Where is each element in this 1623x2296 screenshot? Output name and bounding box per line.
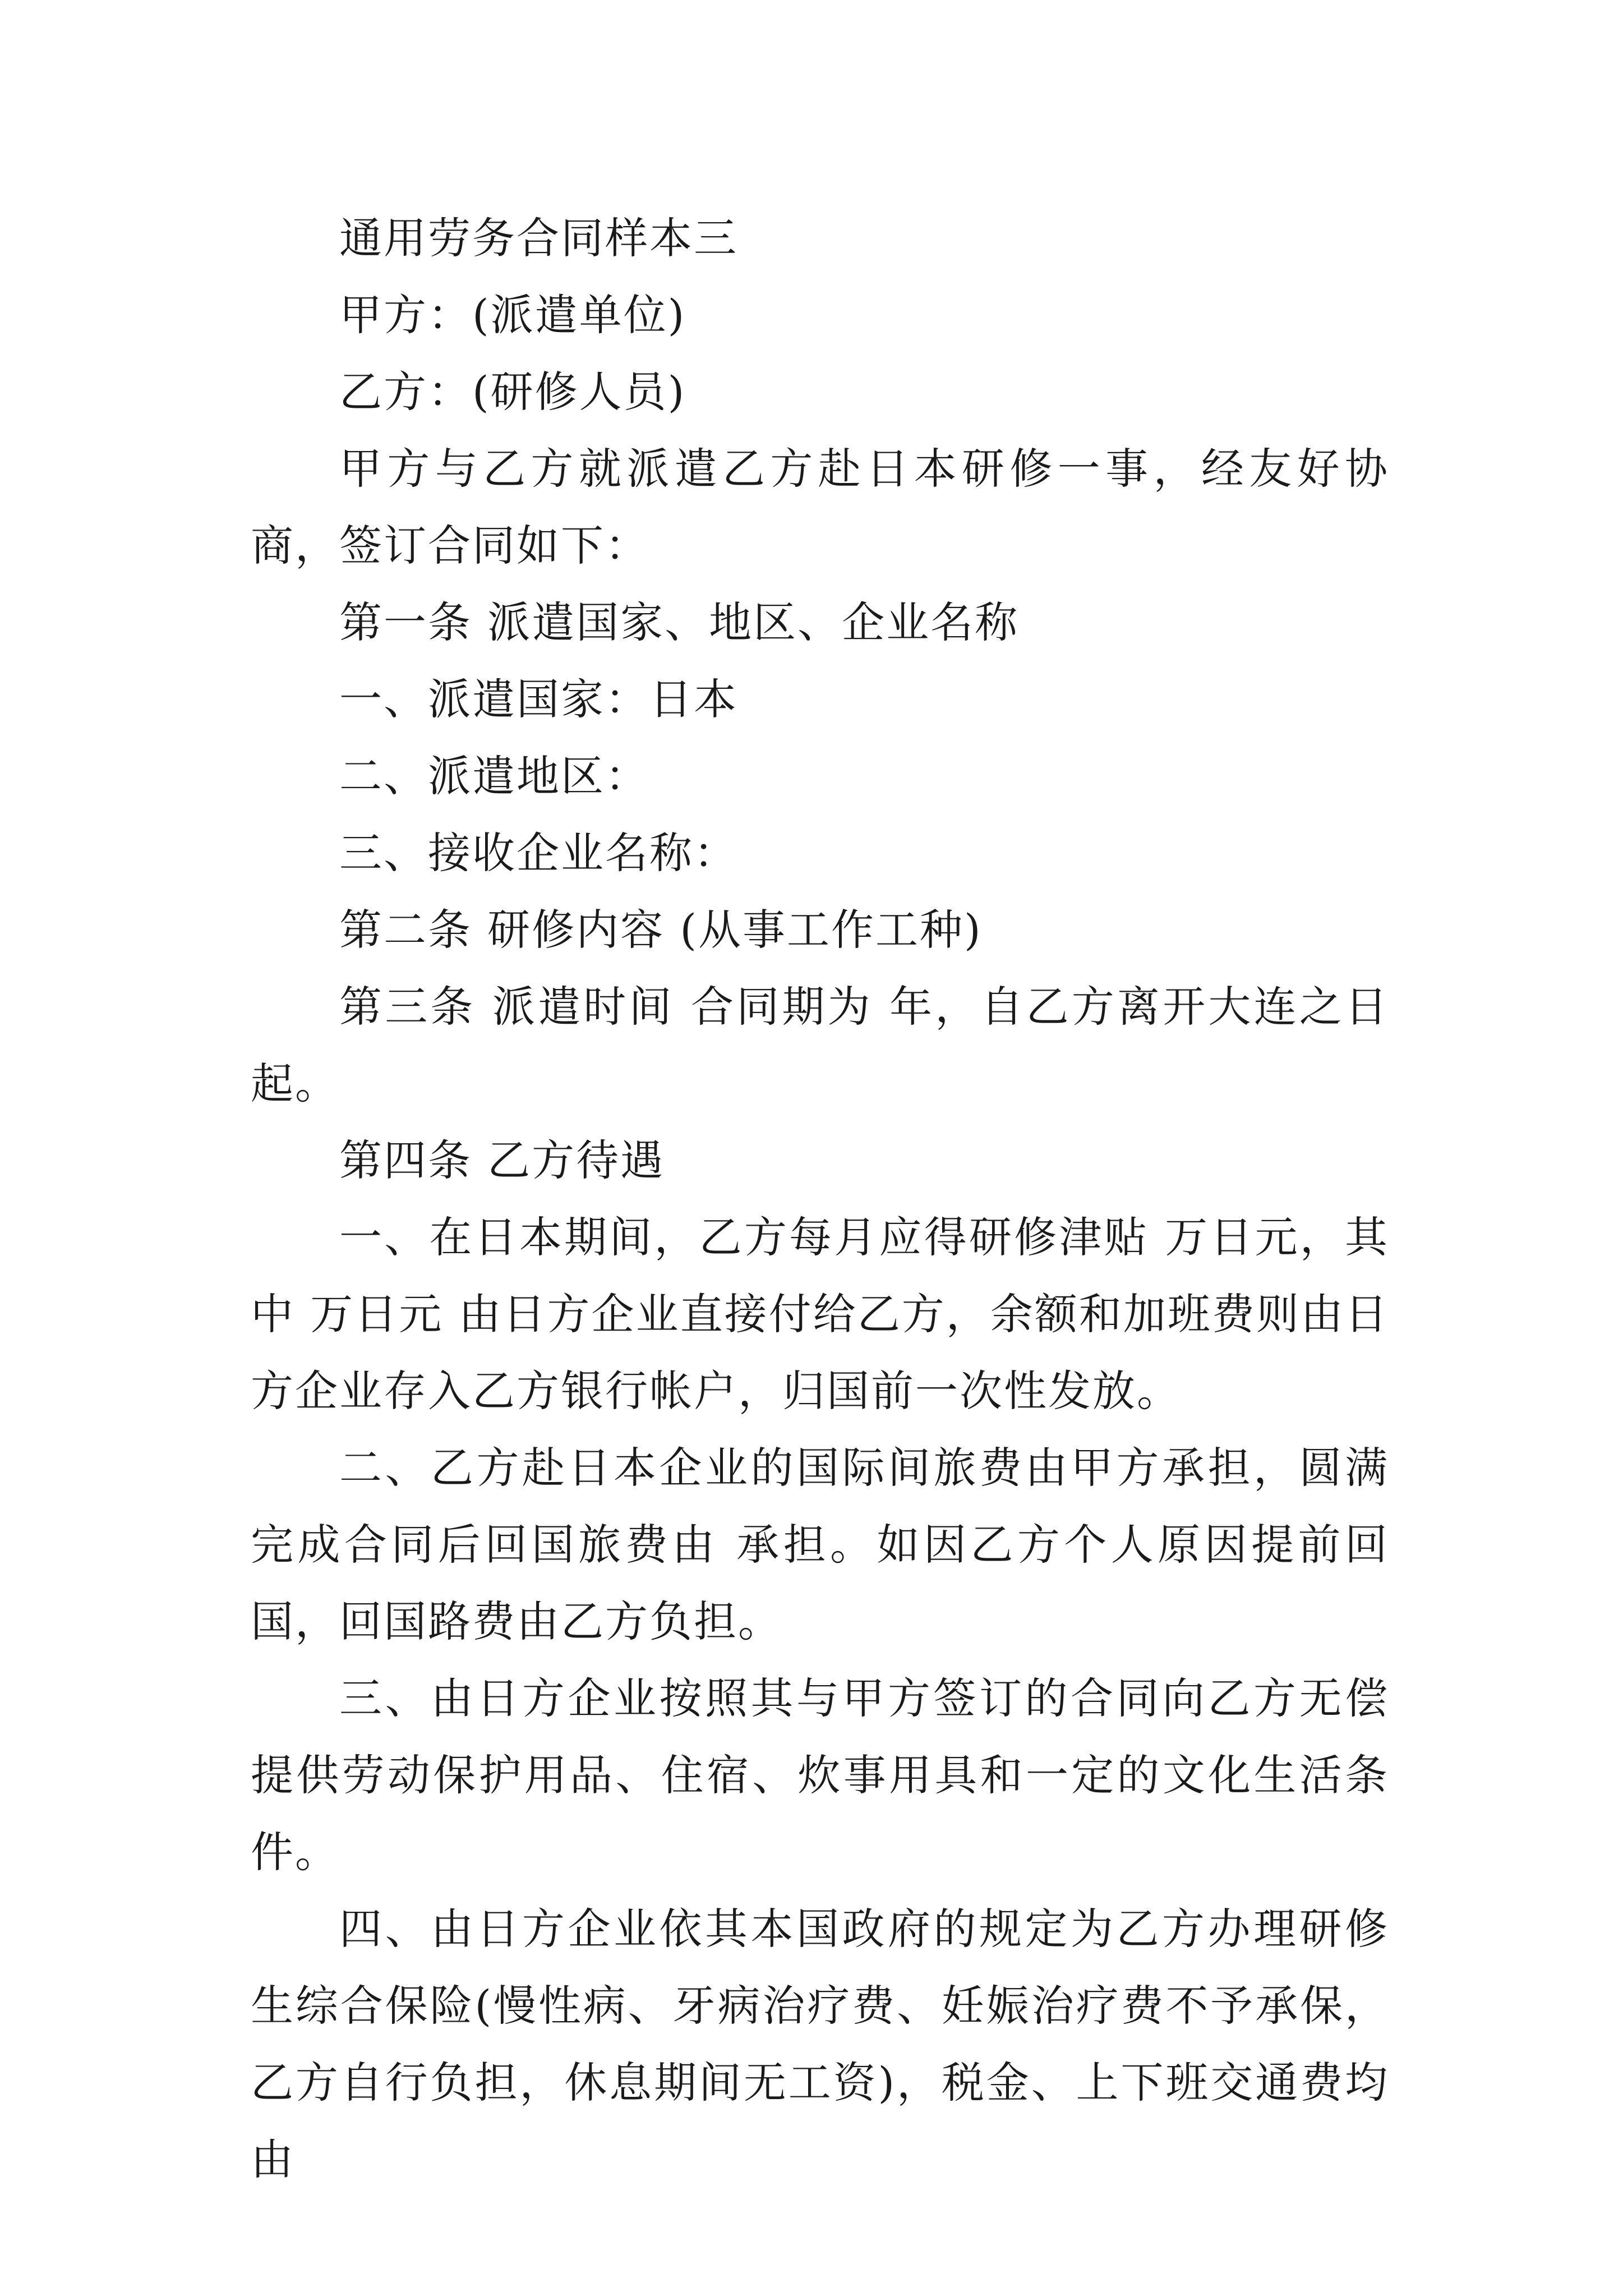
article-1-item-2: 二、派遣地区： <box>339 751 649 801</box>
article-4-heading: 第四条 乙方待遇 <box>339 1135 665 1185</box>
article-4-item-4: 四、由日方企业依其本国政府的规定为乙方办理研修生综合保险(慢性病、牙病治疗费、妊娠治疗费不予承保，乙方自行负担，休息期间无工资)，税金、上下班交通费均由 <box>251 1904 1389 2184</box>
party-a-line: 甲方：(派遣单位) <box>339 290 686 340</box>
document-body <box>251 200 1389 2198</box>
article-2-heading: 第二条 研修内容 (从事工作工种) <box>339 905 983 955</box>
article-1-item-1: 一、派遣国家：日本 <box>339 674 738 724</box>
document-title: 通用劳务合同样本三 <box>339 213 738 263</box>
article-1-heading: 第一条 派遣国家、地区、企业名称 <box>339 597 1020 647</box>
preamble-paragraph: 甲方与乙方就派遣乙方赴日本研修一事，经友好协商，签订合同如下： <box>251 444 1389 570</box>
article-4-item-2: 二、乙方赴日本企业的国际间旅费由甲方承担，圆满完成合同后回国旅费由 承担。如因乙方个人原因提前回国，回国路费由乙方负担。 <box>251 1443 1389 1646</box>
article-4-item-3: 三、由日方企业按照其与甲方签订的合同向乙方无偿提供劳动保护用品、住宿、炊事用具和一定的文化生活条件。 <box>251 1673 1389 1877</box>
article-1-item-3: 三、接收企业名称： <box>339 828 738 878</box>
article-4-item-1: 一、在日本期间，乙方每月应得研修津贴 万日元，其中 万日元 由日方企业直接付给乙方，余额和加班费则由日方企业存入乙方银行帐户，归国前一次性发放。 <box>251 1212 1389 1416</box>
party-b-line: 乙方：(研修人员) <box>339 367 686 417</box>
article-3-paragraph: 第三条 派遣时间 合同期为 年，自乙方离开大连之日起。 <box>251 982 1389 1108</box>
